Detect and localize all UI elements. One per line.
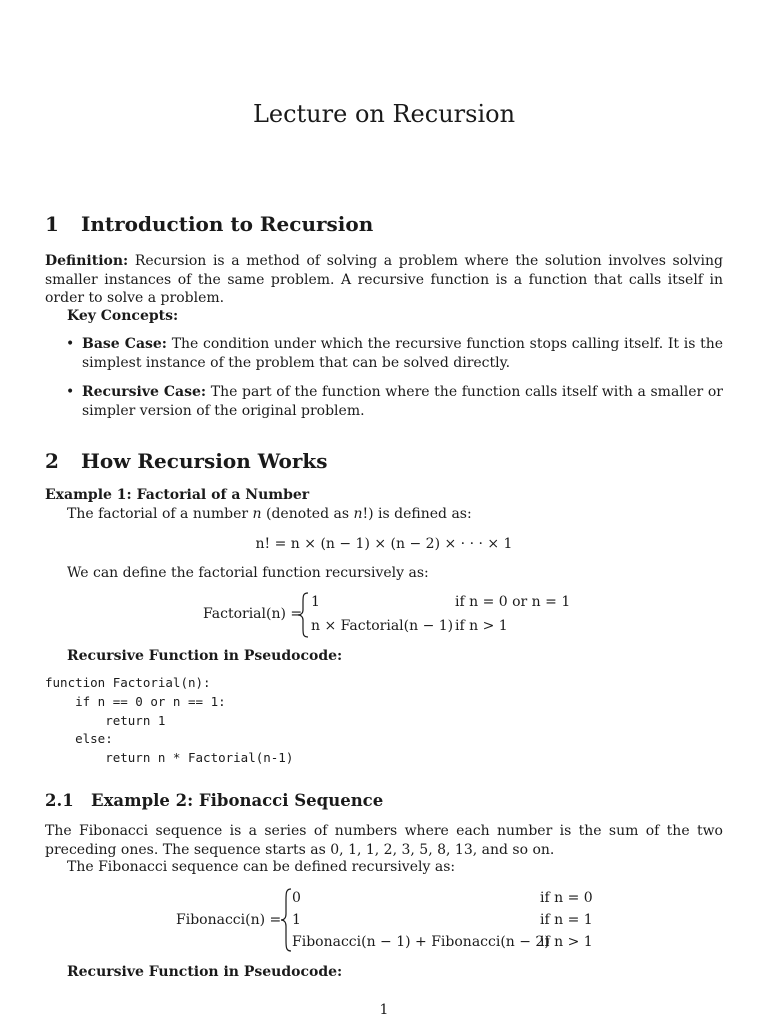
- definition-text: Recursion is a method of solving a problem where the solution involves solving smaller instances of the same problem. A recursive function is a function that calls itself in order to solve a problem.: [45, 253, 723, 306]
- text-fragment: (denoted as: [261, 506, 354, 522]
- key-concepts-label: Key Concepts:: [67, 308, 179, 324]
- case-expression: 1: [292, 912, 301, 928]
- section-2-heading: [45, 449, 328, 473]
- section-title: Introduction to Recursion: [81, 212, 374, 236]
- definition-label: Definition:: [45, 253, 129, 269]
- example-1-text: [67, 506, 472, 522]
- section-number: 1: [45, 212, 59, 236]
- left-brace-icon: [280, 888, 292, 952]
- bullet-icon: •: [66, 384, 75, 400]
- page-title: Lecture on Recursion: [252, 100, 516, 128]
- factorial-code-block: function Factorial(n): if n == 0 or n == 1: return 1 else: return n * Factorial(n-1): [45, 675, 294, 766]
- fibonacci-paragraph: The Fibonacci sequence is a series of numbers where each number is the sum of the two preceding ones. The sequence starts as 0, 1, 1, 2, 3, 5, 8, 13, and so on.: [45, 823, 723, 858]
- case-expression: Fibonacci(n − 1) + Fibonacci(n − 2): [292, 934, 550, 950]
- text-fragment: The factorial of a number: [67, 506, 253, 522]
- list-item: [66, 335, 723, 372]
- math-variable: n: [353, 506, 363, 522]
- text-fragment: !) is defined as:: [362, 506, 472, 522]
- factorial-equation: n! = n × (n − 1) × (n − 2) × · · · × 1: [255, 536, 513, 552]
- fibonacci-intro-text: The Fibonacci sequence can be defined recursively as:: [67, 859, 456, 875]
- fibonacci-cases-equation: [0, 886, 768, 956]
- left-brace-icon: [297, 592, 309, 638]
- case-condition: if n > 1: [540, 934, 593, 950]
- math-variable: n: [252, 506, 262, 522]
- case-condition: if n = 0: [540, 890, 593, 906]
- factorial-cases-equation: [0, 590, 768, 640]
- case-condition: if n = 1: [540, 912, 593, 928]
- section-1-heading: [45, 212, 373, 236]
- bullet-icon: •: [66, 336, 75, 352]
- pseudocode-heading: Recursive Function in Pseudocode:: [67, 648, 343, 664]
- section-title: How Recursion Works: [81, 449, 328, 473]
- section-number: 2: [45, 449, 59, 473]
- section-2-1-heading: [45, 791, 383, 810]
- case-expression: n × Factorial(n − 1): [311, 618, 454, 634]
- bullet-text: The part of the function where the function calls itself with a smaller or simpler version of the original problem.: [82, 384, 723, 419]
- section-title: Example 2: Fibonacci Sequence: [91, 791, 384, 810]
- definition-paragraph: [45, 252, 723, 308]
- factorial-lhs: Factorial(n) =: [203, 606, 303, 622]
- pseudocode-heading: Recursive Function in Pseudocode:: [67, 964, 343, 980]
- list-item: [66, 383, 723, 420]
- bullet-label: Base Case:: [82, 336, 167, 352]
- case-condition: if n > 1: [455, 618, 508, 634]
- fibonacci-lhs: Fibonacci(n) =: [176, 912, 282, 928]
- bullet-text: The condition under which the recursive function stops calling itself. It is the simplest instance of the problem that can be solved directly.: [82, 336, 723, 371]
- key-concepts-list: [66, 335, 723, 431]
- bullet-label: Recursive Case:: [82, 384, 207, 400]
- case-expression: 0: [292, 890, 301, 906]
- section-number: 2.1: [45, 791, 74, 810]
- case-expression: 1: [311, 594, 320, 610]
- recursive-intro-text: We can define the factorial function recursively as:: [67, 565, 429, 581]
- page-number: 1: [379, 1002, 389, 1018]
- example-1-heading: Example 1: Factorial of a Number: [45, 487, 310, 503]
- case-condition: if n = 0 or n = 1: [455, 594, 571, 610]
